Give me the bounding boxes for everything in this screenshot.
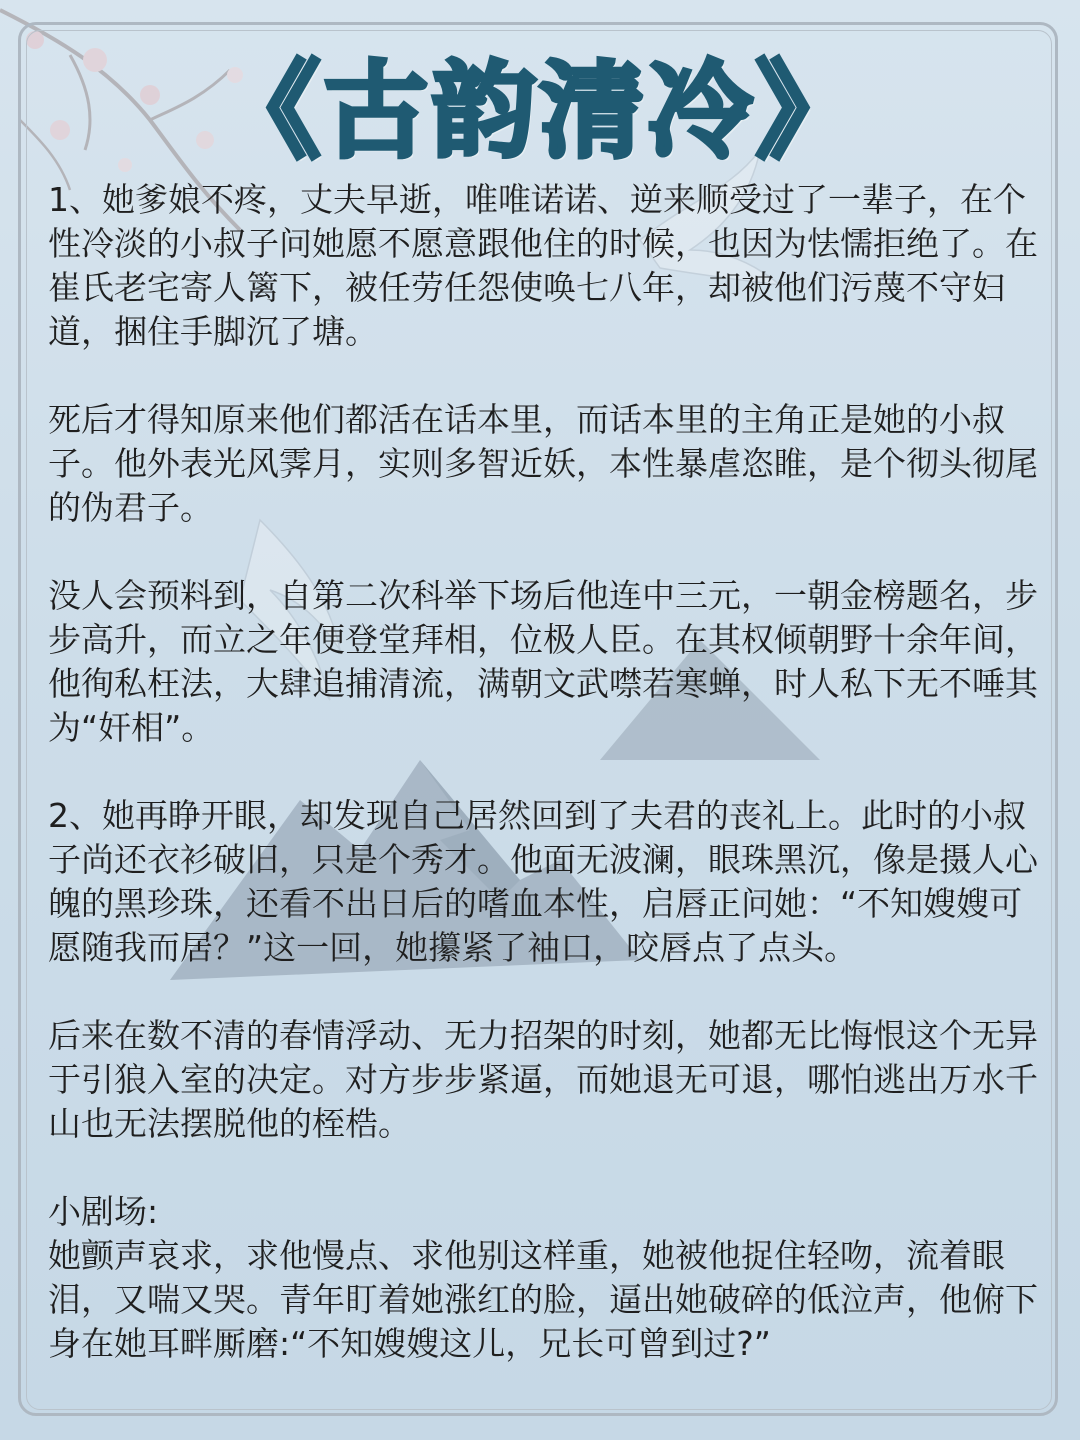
- paragraph-4: 2、她再睁开眼，却发现自己居然回到了夫君的丧礼上。此时的小叔子尚还衣衫破旧，只是个秀才。他面无波澜，眼珠黑沉，像是摄人心魄的黑珍珠，还看不出日后的嗜血本性，启唇正问她：“不知嫂嫂可愿随我而居？”这一回，她攥紧了袖口，咬唇点了点头。: [48, 796, 1038, 967]
- paragraph-5: 后来在数不清的春情浮动、无力招架的时刻，她都无比悔恨这个无异于引狼入室的决定。对方步步紧逼，而她退无可退，哪怕逃出万水千山也无法摆脱他的桎梏。: [48, 1016, 1038, 1143]
- article-body: [48, 178, 1040, 1398]
- paragraph-3: 没人会预料到，自第二次科举下场后他连中三元，一朝金榜题名，步步高升，而立之年便登堂拜相，位极人臣。在其权倾朝野十余年间，他徇私枉法，大肆追捕清流，满朝文武噤若寒蝉，时人私下无不唾其为“奸相”。: [48, 576, 1038, 747]
- theater-label: 小剧场:: [48, 1192, 159, 1231]
- paragraph-1: 1、她爹娘不疼，丈夫早逝，唯唯诺诺、逆来顺受过了一辈子，在个性冷淡的小叔子问她愿不愿意跟他住的时候，也因为怯懦拒绝了。在崔氏老宅寄人篱下，被任劳任怨使唤七八年，却被他们污蔑不守妇道，捆住手脚沉了塘。: [48, 180, 1038, 351]
- theater-text: 她颤声哀求，求他慢点、求他别这样重，她被他捉住轻吻，流着眼泪，又喘又哭。青年盯着她涨红的脸，逼出她破碎的低泣声，他俯下身在她耳畔厮磨:“不知嫂嫂这儿，兄长可曾到过?”: [48, 1236, 1038, 1363]
- page-title: 《古韵清冷》: [215, 50, 864, 172]
- paragraph-2: 死后才得知原来他们都活在话本里，而话本里的主角正是她的小叔子。他外表光风霁月，实则多智近妖，本性暴虐恣睢，是个彻头彻尾的伪君子。: [48, 400, 1038, 527]
